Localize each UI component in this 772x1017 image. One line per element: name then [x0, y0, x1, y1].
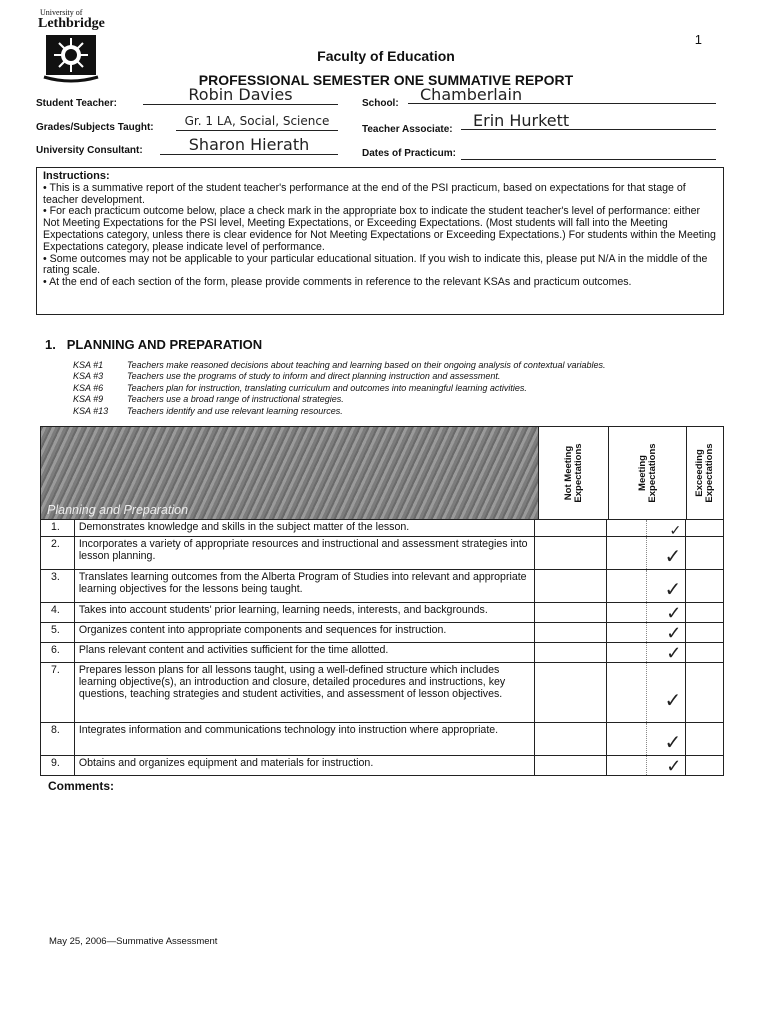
instruction-item: • For each practicum outcome below, place a check mark in the appropriate box to indicate the student teacher's level of performance: either Not Meeting Expectations for the PSI level, Meeting Expectations, or Exceeding Expectations. (Most students will fall into the Meeting Expectations category, unless there is clear evidence for Not Meeting Expectations or Exceeding Expectations.) For students within the Meeting Expectations category, please indicate level of performance.: [43, 205, 716, 253]
exceeding-cell[interactable]: [685, 723, 723, 755]
table-header-label: Planning and Preparation: [47, 503, 189, 517]
check-mark-icon: ✓: [666, 623, 682, 643]
meeting-cell[interactable]: [606, 603, 685, 622]
not-meeting-cell[interactable]: [534, 570, 605, 602]
check-mark-icon: ✓: [664, 579, 682, 601]
col-exceeding: Exceeding Expectations: [686, 427, 723, 519]
section-number: 1.: [45, 337, 56, 352]
not-meeting-cell[interactable]: [534, 663, 605, 722]
table-row: 2. Incorporates a variety of appropriate resources and instructional and assessment strategies into lesson planning. ✓: [41, 537, 723, 570]
table-row: 9. Obtains and organizes equipment and materials for instruction. ✓: [41, 756, 723, 775]
not-meeting-cell[interactable]: [534, 643, 605, 662]
check-mark-icon: ✓: [666, 603, 682, 623]
school-field[interactable]: Chamberlain: [408, 86, 716, 104]
meeting-cell[interactable]: [606, 643, 685, 662]
exceeding-cell[interactable]: [685, 663, 723, 722]
col-not-meeting: Not Meeting Expectations: [538, 427, 608, 519]
exceeding-cell[interactable]: [685, 520, 723, 536]
section-heading: [45, 337, 262, 352]
comments-area[interactable]: [48, 796, 724, 926]
exceeding-cell[interactable]: [685, 643, 723, 662]
table-row: 1. Demonstrates knowledge and skills in the subject matter of the lesson. ✓: [41, 520, 723, 537]
faculty-title: Faculty of Education: [317, 48, 455, 64]
table-row: 5. Organizes content into appropriate components and sequences for instruction. ✓: [41, 623, 723, 643]
ksa-row: KSA #1 Teachers make reasoned decisions about teaching and learning based on their ongoing analysis of contextual variables.: [73, 360, 606, 370]
grades-field[interactable]: Gr. 1 LA, Social, Science: [176, 112, 338, 131]
not-meeting-cell[interactable]: [534, 520, 605, 536]
ksa-row: KSA #13 Teachers identify and use relevant learning resources.: [73, 405, 343, 416]
table-header: [41, 427, 723, 520]
exceeding-cell[interactable]: [685, 756, 723, 775]
meeting-cell[interactable]: [606, 570, 685, 602]
school-label: School:: [362, 98, 399, 109]
university-line1: University of: [40, 8, 83, 17]
grades-label: Grades/Subjects Taught:: [36, 122, 154, 133]
not-meeting-cell[interactable]: [534, 756, 605, 775]
check-mark-icon: ✓: [666, 643, 682, 663]
table-row: 6. Plans relevant content and activities sufficient for the time allotted. ✓: [41, 643, 723, 663]
footer-text: May 25, 2006—Summative Assessment: [49, 936, 218, 947]
university-line2: Lethbridge: [38, 16, 105, 31]
instructions-title: Instructions:: [43, 170, 110, 182]
meeting-cell[interactable]: [606, 537, 685, 569]
check-mark-icon: ✓: [666, 756, 682, 776]
consultant-field[interactable]: Sharon Hierath: [160, 136, 338, 155]
teacher-associate-field[interactable]: Erin Hurkett: [461, 112, 716, 130]
table-header-banner: [41, 427, 538, 519]
page-number: 1: [694, 32, 702, 47]
instruction-item: • At the end of each section of the form, please provide comments in reference to the relevant KSAs and practicum outcomes.: [43, 276, 632, 289]
not-meeting-cell[interactable]: [534, 603, 605, 622]
student-teacher-field[interactable]: Robin Davies: [143, 86, 338, 105]
table-row: 3. Translates learning outcomes from the Alberta Program of Studies into relevant and appropriate learning objectives for the lessons being taught. ✓: [41, 570, 723, 603]
ksa-row: KSA #6 Teachers plan for instruction, translating curriculum and outcomes into meaningful learning activities.: [73, 382, 527, 393]
check-mark-icon: ✓: [664, 690, 682, 712]
meeting-cell[interactable]: [606, 756, 685, 775]
ksa-list: [73, 360, 713, 417]
meeting-cell[interactable]: [606, 723, 685, 755]
section-title: PLANNING AND PREPARATION: [66, 337, 263, 352]
consultant-label: University Consultant:: [36, 145, 143, 156]
teacher-associate-label: Teacher Associate:: [362, 124, 453, 135]
dates-field[interactable]: [461, 141, 716, 160]
exceeding-cell[interactable]: [685, 537, 723, 569]
comments-label: Comments:: [48, 779, 115, 793]
meeting-cell[interactable]: [606, 663, 685, 722]
not-meeting-cell[interactable]: [534, 537, 605, 569]
check-mark-icon: ✓: [669, 522, 682, 538]
instructions-box: [36, 167, 724, 315]
col-meeting: Meeting Expectations: [608, 427, 686, 519]
meeting-cell[interactable]: [606, 520, 685, 536]
check-mark-icon: ✓: [664, 546, 682, 568]
ksa-row: KSA #9 Teachers use a broad range of instructional strategies.: [73, 394, 344, 405]
instruction-item: • This is a summative report of the student teacher's performance at the end of the PSI practicum, based on expectations for that stage of teacher development.: [43, 181, 686, 206]
ksa-row: KSA #3 Teachers use the programs of study to inform and direct planning instruction and assessment.: [73, 371, 501, 382]
table-row: 8. Integrates information and communications technology into instruction where appropriate. ✓: [41, 723, 723, 756]
exceeding-cell[interactable]: [685, 603, 723, 622]
student-teacher-label: Student Teacher:: [36, 98, 117, 109]
table-row: 7. Prepares lesson plans for all lessons taught, using a well-defined structure which includes learning objective(s), an introduction and closure, detailed procedures and instructions, key questions, teaching strategies and student activities, and assessment of lesson objectives. ✓: [41, 663, 723, 723]
table-row: 4. Takes into account students' prior learning, learning needs, interests, and backgrounds. ✓: [41, 603, 723, 623]
meeting-cell[interactable]: [606, 623, 685, 642]
dates-label: Dates of Practicum:: [362, 148, 456, 159]
check-mark-icon: ✓: [664, 732, 682, 754]
report-title: PROFESSIONAL SEMESTER ONE SUMMATIVE REPORT: [198, 72, 574, 88]
not-meeting-cell[interactable]: [534, 723, 605, 755]
rating-table: [40, 426, 724, 776]
instruction-item: • Some outcomes may not be applicable to your particular educational situation. If you wish to indicate this, please put N/A in the middle of the rating scale.: [43, 252, 708, 277]
not-meeting-cell[interactable]: [534, 623, 605, 642]
exceeding-cell[interactable]: [685, 570, 723, 602]
exceeding-cell[interactable]: [685, 623, 723, 642]
